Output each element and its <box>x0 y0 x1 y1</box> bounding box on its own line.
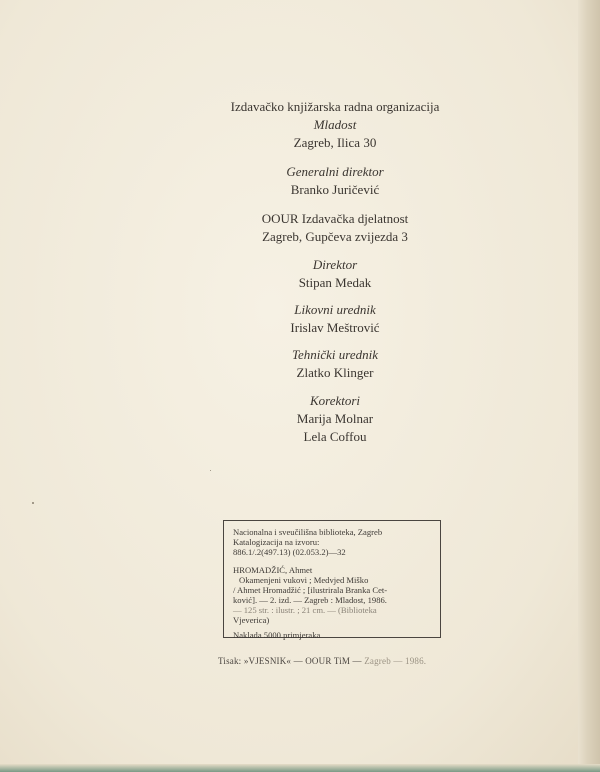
oour-address: Zagreb, Gupčeva zvijezda 3 <box>262 229 408 244</box>
cip-record-box <box>223 520 441 638</box>
proofreader-name: Marija Molnar <box>296 411 374 426</box>
printing-line <box>218 656 426 666</box>
cip-entry-line: — 125 str. : ilustr. ; 21 cm. — (Biblioteka <box>233 605 377 615</box>
publisher-line: Izdavačko knjižarska radna organizacija <box>230 99 440 114</box>
paper-speck <box>32 502 34 504</box>
page-edge-shadow <box>578 0 600 772</box>
general-director-block <box>175 163 495 199</box>
page-bottom-edge <box>0 764 600 772</box>
oour-line: OOUR Izdavačka djelatnost <box>261 211 409 226</box>
publisher-name: Mladost <box>313 117 357 132</box>
proofreaders-block <box>175 392 495 446</box>
cip-entry-line: ković]. — 2. izd. — Zagreb : Mladost, 1986. <box>233 595 387 605</box>
cip-entry-line: Vjeverica) <box>233 615 270 625</box>
proofreaders-title: Korektori <box>309 393 361 408</box>
art-editor-name: Irislav Meštrović <box>290 320 380 335</box>
oour-block <box>175 210 495 246</box>
director-block <box>175 256 495 292</box>
technical-editor-block <box>175 346 495 382</box>
printing-place-year: Zagreb — 1986. <box>364 656 427 666</box>
paper-speck <box>210 470 211 471</box>
general-director-name: Branko Juričević <box>290 182 380 197</box>
cip-print-run: Naklada 5000 primjeraka <box>233 630 321 640</box>
technical-editor-title: Tehnički urednik <box>291 347 379 362</box>
printer-info: Tisak: »VJESNIK« — OOUR TiM — <box>218 656 362 666</box>
cip-entry-line: Okamenjeni vukovi ; Medvjed Miško <box>239 575 369 585</box>
director-title: Direktor <box>312 257 358 272</box>
director-name: Stipan Medak <box>298 275 372 290</box>
cip-heading: Katalogizacija na izvoru: <box>233 537 320 547</box>
publisher-address: Zagreb, Ilica 30 <box>293 135 377 150</box>
technical-editor-name: Zlatko Klinger <box>296 365 374 380</box>
art-editor-title: Likovni urednik <box>294 302 376 317</box>
cip-entry-line: / Ahmet Hromadžić ; [ilustrirala Branka Cet- <box>233 585 388 595</box>
proofreader-name: Lela Coffou <box>303 429 367 444</box>
cip-author: HROMADŽIĆ, Ahmet <box>233 565 313 575</box>
art-editor-block <box>175 301 495 337</box>
cip-library: Nacionalna i sveučilišna biblioteka, Zagreb <box>233 527 383 537</box>
general-director-title: Generalni direktor <box>286 164 384 179</box>
publisher-block <box>175 98 495 152</box>
cip-udc: 886.1/.2(497.13) (02.053.2)—32 <box>233 547 346 557</box>
